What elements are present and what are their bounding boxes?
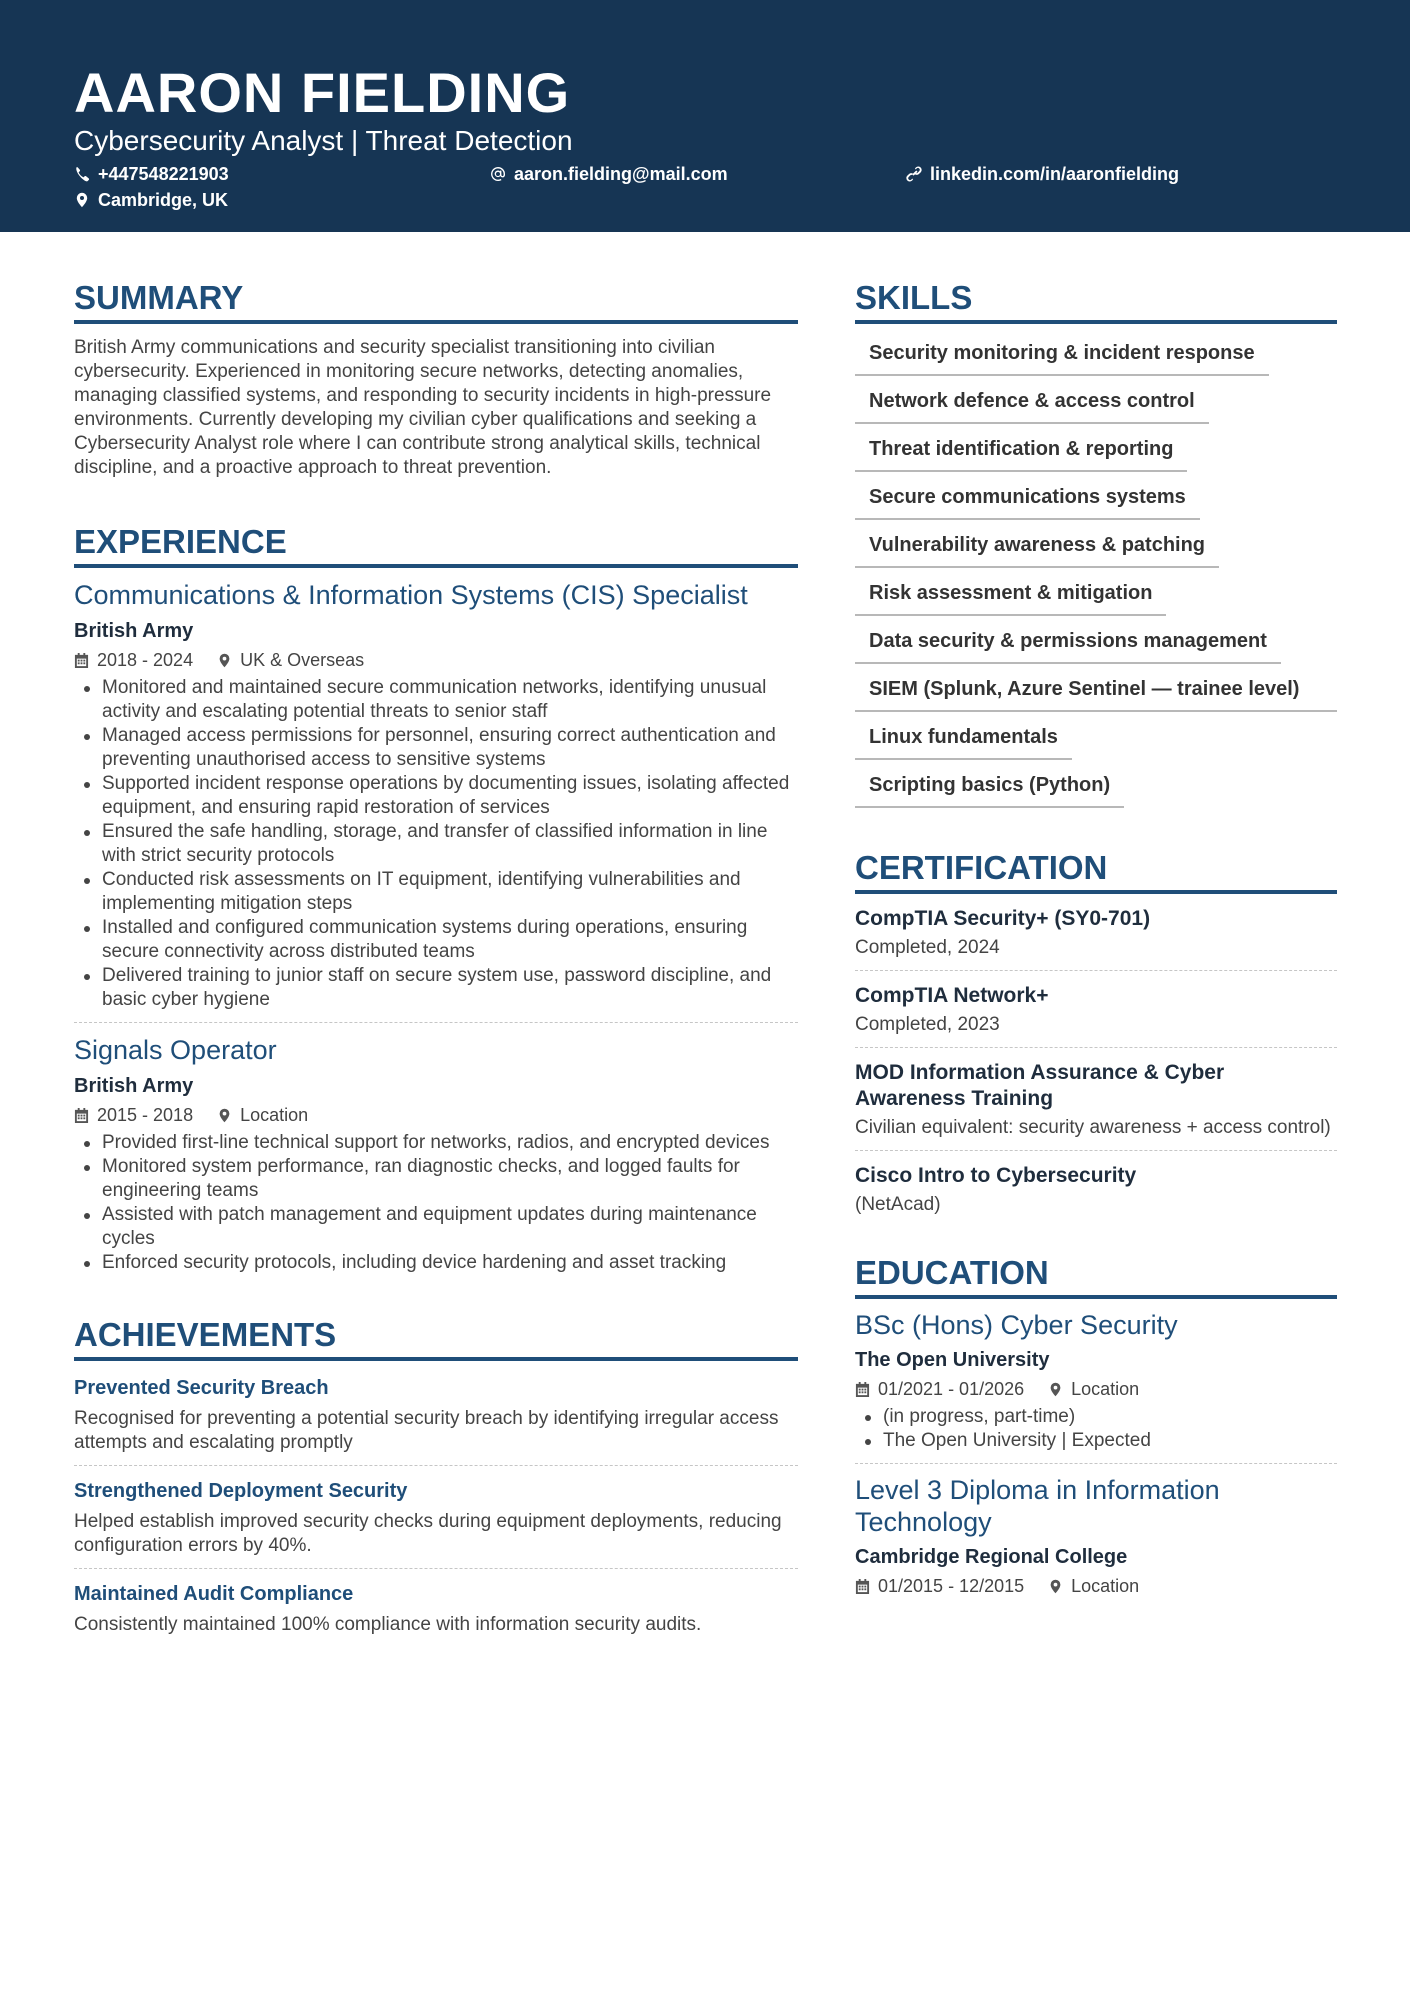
skills-list [855,328,1337,808]
at-icon [490,166,506,182]
certification-title: Cisco Intro to Cybersecurity [855,1164,1137,1187]
job-bullet: Conducted risk assessments on IT equipment, identifying vulnerabilities and implementing mitigation steps [74,868,798,916]
achievement-title: Prevented Security Breach [74,1377,329,1399]
candidate-name: AARON FIELDING [74,61,571,124]
candidate-headline: Cybersecurity Analyst | Threat Detection [74,125,573,156]
achievements-heading: ACHIEVEMENTS [74,1315,798,1361]
certification-title: MOD Information Assurance & Cyber Awareness Training [855,1061,1225,1110]
job-bullet: Monitored and maintained secure communication networks, identifying unusual activity and escalating potential threats to senior staff [74,676,798,724]
education-school: The Open University [855,1349,1050,1371]
certification-item [855,983,1337,1048]
calendar-icon [855,1579,870,1594]
resume-header [0,0,1410,232]
job-bullets [74,676,798,1012]
skill-tag: Scripting basics (Python) [855,760,1124,808]
certification-detail: Completed, 2023 [855,1014,1000,1035]
job-bullet: Monitored system performance, ran diagnostic checks, and logged faults for engineering teams [74,1155,798,1203]
education-degree: Level 3 Diploma in Information Technology [855,1475,1220,1537]
certification-item [855,1060,1337,1151]
location-pin-icon [74,192,90,208]
phone-icon [74,166,90,182]
contact-location-text: Cambridge, UK [98,190,229,210]
achievement-item [74,1375,798,1466]
achievement-title: Strengthened Deployment Security [74,1480,408,1502]
job-bullet: Ensured the safe handling, storage, and transfer of classified information in line with strict security protocols [74,820,798,868]
education-item [855,1309,1337,1464]
certification-title: CompTIA Network+ [855,984,1049,1007]
education-heading: EDUCATION [855,1253,1337,1299]
education-location: Location [1071,1576,1140,1596]
location-pin-icon [217,1108,232,1123]
job-dates: 2015 - 2018 [97,1105,194,1125]
job-meta [74,648,798,672]
certification-heading: CERTIFICATION [855,848,1337,894]
link-icon [906,166,922,182]
certification-title: CompTIA Security+ (SY0-701) [855,907,1151,930]
summary-text: British Army communications and security specialist transitioning into civilian cybersecurity. Experienced in monitoring secure networks, detecting anomalies, managing classified systems, and responding to security incidents in high-pressure environments. Currently developing my civilian cyber qualifications and seeking a Cybersecurity Analyst role where I can contribute strong analytical skills, technical discipline, and a proactive approach to threat prevention. [74,337,772,478]
contact-linkedin[interactable] [906,162,1179,186]
divider [855,1047,1337,1048]
divider [74,1022,798,1023]
contact-location [74,188,228,212]
job-entry [74,1033,798,1275]
left-column [74,278,798,1637]
achievement-desc: Recognised for preventing a potential security breach by identifying irregular access attempts and escalating promptly [74,1408,779,1453]
education-meta [855,1574,1337,1598]
achievement-item [74,1478,798,1569]
skill-tag: SIEM (Splunk, Azure Sentinel — trainee level) [855,664,1337,712]
job-bullet: Managed access permissions for personnel, ensuring correct authentication and preventing unauthorised access to sensitive systems [74,724,798,772]
skills-heading: SKILLS [855,278,1337,324]
contact-linkedin-text: linkedin.com/in/aaronfielding [930,164,1180,184]
summary-heading: SUMMARY [74,278,798,324]
achievement-desc: Consistently maintained 100% compliance with information security audits. [74,1614,702,1635]
job-entry [74,578,798,1023]
divider [855,1463,1337,1464]
divider [855,970,1337,971]
job-bullet: Installed and configured communication systems during operations, ensuring secure connectivity across distributed teams [74,916,798,964]
job-bullet: Provided first-line technical support for networks, radios, and encrypted devices [74,1131,798,1155]
job-company: British Army [74,620,194,642]
contact-phone-text: +447548221903 [98,164,229,184]
calendar-icon [855,1382,870,1397]
divider [74,1465,798,1466]
job-title: Signals Operator [74,1035,277,1065]
education-bullets [855,1405,1337,1453]
job-meta [74,1103,798,1127]
divider [74,1568,798,1569]
education-location: Location [1071,1379,1140,1399]
contact-email-text: aaron.fielding@mail.com [514,164,728,184]
certification-detail: Civilian equivalent: security awareness + access control) [855,1117,1331,1138]
job-location: Location [240,1105,309,1125]
divider [855,1150,1337,1151]
job-bullet: Supported incident response operations by documenting issues, isolating affected equipment, and ensuring rapid restoration of services [74,772,798,820]
calendar-icon [74,653,89,668]
job-dates: 2018 - 2024 [97,650,194,670]
education-meta [855,1377,1337,1401]
skill-tag: Security monitoring & incident response [855,328,1269,376]
job-bullet: Delivered training to junior staff on secure system use, password discipline, and basic cyber hygiene [74,964,798,1012]
education-bullet: The Open University | Expected [855,1429,1337,1453]
job-bullet: Assisted with patch management and equipment updates during maintenance cycles [74,1203,798,1251]
skill-tag: Secure communications systems [855,472,1200,520]
job-bullets [74,1131,798,1275]
skill-tag: Vulnerability awareness & patching [855,520,1219,568]
job-company: British Army [74,1075,194,1097]
job-title: Communications & Information Systems (CIS) Specialist [74,580,748,610]
education-bullet: (in progress, part-time) [855,1405,1337,1429]
contact-phone[interactable] [74,162,229,186]
achievement-desc: Helped establish improved security checks during equipment deployments, reducing configuration errors by 40%. [74,1511,782,1556]
skill-tag: Linux fundamentals [855,712,1072,760]
contact-email[interactable] [490,162,728,186]
location-pin-icon [1048,1382,1063,1397]
skill-tag: Data security & permissions management [855,616,1281,664]
education-dates: 01/2015 - 12/2015 [878,1576,1025,1596]
job-bullet: Enforced security protocols, including device hardening and asset tracking [74,1251,798,1275]
location-pin-icon [1048,1579,1063,1594]
certification-detail: (NetAcad) [855,1194,941,1215]
right-column [855,278,1337,1598]
certification-item [855,906,1337,971]
skill-tag: Threat identification & reporting [855,424,1187,472]
certification-detail: Completed, 2024 [855,937,1000,958]
calendar-icon [74,1108,89,1123]
education-item [855,1474,1337,1598]
experience-heading: EXPERIENCE [74,522,798,568]
education-dates: 01/2021 - 01/2026 [878,1379,1025,1399]
job-location: UK & Overseas [240,650,365,670]
skill-tag: Risk assessment & mitigation [855,568,1166,616]
skill-tag: Network defence & access control [855,376,1209,424]
location-pin-icon [217,653,232,668]
achievement-title: Maintained Audit Compliance [74,1583,354,1605]
education-school: Cambridge Regional College [855,1546,1128,1568]
achievement-item [74,1581,798,1637]
education-degree: BSc (Hons) Cyber Security [855,1310,1178,1340]
certification-item [855,1163,1337,1217]
